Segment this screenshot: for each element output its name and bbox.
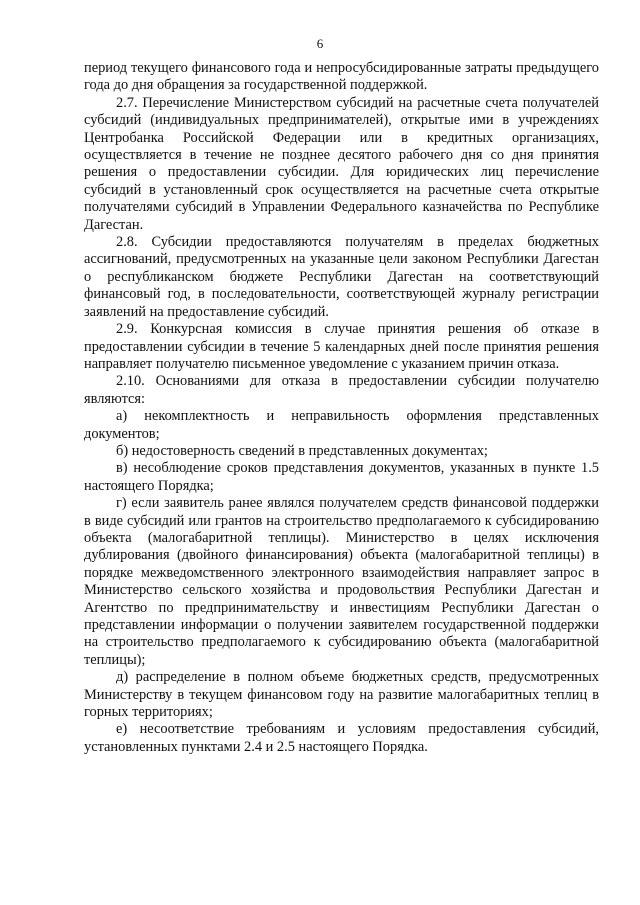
list-item-e: е) несоответствие требованиям и условиям предоставления субсидий, установленных пунктами 2.4 и 2.5 настоящего Порядка. bbox=[84, 721, 599, 755]
paragraph-continuation: период текущего финансового года и непросубсидированные затраты предыдущего года до дня обращения за государственной поддержкой. bbox=[84, 60, 599, 94]
paragraph-2-7: 2.7. Перечисление Министерством субсидий на расчетные счета получателей субсидий (индивидуальных предпринимателей), открытые ими в учреждениях Центробанка Российской Федерации или в кредитных организациях, осуществляется в течение не позднее десятого рабочего дня со дня принятия решения о предоставлении субсидии. Для юридических лиц перечисление субсидий в установленный срок осуществляется на расчетные счета открытые получателями субсидий в Управлении Федерального казначейства по Республике Дагестан. bbox=[84, 94, 599, 233]
list-item-v: в) несоблюдение сроков представления документов, указанных в пункте 1.5 настоящего Порядка; bbox=[84, 460, 599, 494]
list-item-a: а) некомплектность и неправильность оформления представленных документов; bbox=[84, 408, 599, 442]
list-item-b: б) недостоверность сведений в представленных документах; bbox=[116, 442, 488, 459]
paragraph-2-10: 2.10. Основаниями для отказа в предоставлении субсидии получателю являются: bbox=[84, 373, 599, 407]
paragraph-2-8: 2.8. Субсидии предоставляются получателям в пределах бюджетных ассигнований, предусмотренных на указанные цели законом Республики Дагестан о республиканском бюджете Республики Дагестан на соответствующий финансовый год, в последовательности, соответствующей журналу регистрации заявлений на предоставление субсидий. bbox=[84, 234, 599, 320]
list-item-g: г) если заявитель ранее являлся получателем средств финансовой поддержки в виде субсидий или грантов на строительство предполагаемого к субсидированию объекта (малогабаритной теплицы). Министерство в целях исключения дублирования (двойного финансирования) объекта (малогабаритной теплицы) в порядке межведомственного электронного взаимодействия направляет запрос в Министерство сельского хозяйства и продовольствия Республики Дагестан и Агентство по предпринимательству и инвестициям Республики Дагестан о представлении информации о получении заявителем государственной поддержки на строительство предполагаемого к субсидированию объекта (малогабаритной теплицы); bbox=[84, 495, 599, 668]
page-number: 6 bbox=[316, 36, 324, 51]
list-item-d: д) распределение в полном объеме бюджетных средств, предусмотренных Министерству в текущем финансовом году на развитие малогабаритных теплиц в горных территориях; bbox=[84, 669, 599, 721]
document-body bbox=[84, 60, 599, 756]
paragraph-2-9: 2.9. Конкурсная комиссия в случае принятия решения об отказе в предоставлении субсидии в течение 5 календарных дней после принятия решения направляет получателю письменное уведомление с указанием причин отказа. bbox=[84, 321, 599, 372]
